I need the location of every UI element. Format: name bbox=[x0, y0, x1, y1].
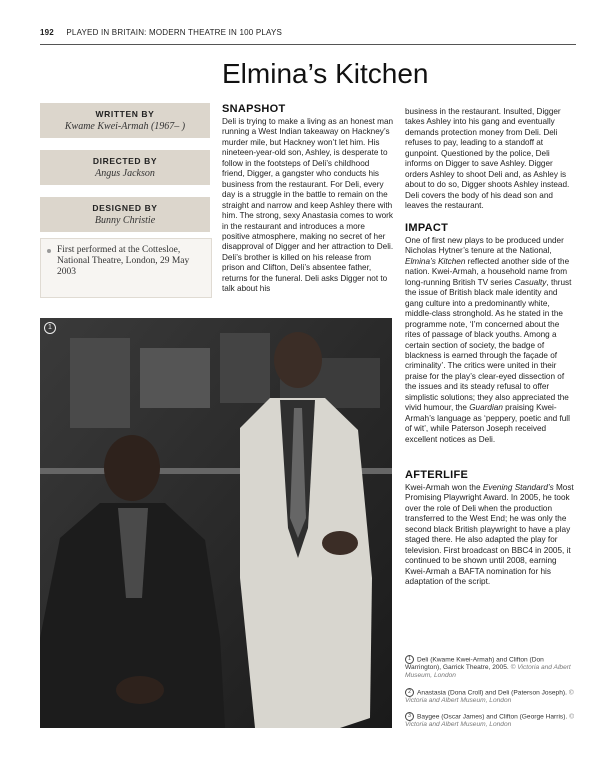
caption-text: Anastasia (Dona Croll) and Deli (Paterson Joseph). bbox=[417, 689, 567, 697]
afterlife-text bbox=[405, 483, 577, 588]
impact-p4: praising Kwei-Armah’s language as ‘peppery, poetic and full of wit’, while Paterson Joseph received excellent notices as Deli. bbox=[405, 403, 570, 444]
bullet-icon bbox=[47, 249, 51, 253]
snapshot-text-1: Deli is trying to make a living as an honest man running a West Indian takeaway on Hackney’s murder mile, but Hackney won’t let him. His nineteen-year-old son, Ashley, is desperate to follow in the footsteps of Deli’s childhood friend, Digger, a gangster who conducts his business from the restaurant. For Deli, every day is a struggle in the battle to remain on the straight and narrow and keep Ashley there with him. The strong, sexy Anastasia comes to work in the restaurant and introduces a more positive atmosphere, making no secret of her disapproval of Digger and her attraction to Deli. Deli’s brother is killed on his release from prison and Clifton, Deli’s absentee father, returns for the funeral. Deli asks Digger not to talk about his bbox=[222, 117, 394, 294]
impact-text bbox=[405, 236, 577, 445]
caption-credit: © Victoria and Albert Museum, London bbox=[405, 689, 574, 705]
impact-play-title: Elmina’s Kitchen bbox=[405, 256, 466, 266]
afterlife-heading: AFTERLIFE bbox=[405, 469, 469, 481]
first-performed-box bbox=[40, 238, 212, 298]
snapshot-text-2: business in the restaurant. Insulted, Digger takes Ashley into his gang and eventually demands protection money from Deli. Deli refuses to pay, leading to a standoff at gunpoint. Questioned by the police, Deli informs on Digger to save Ashley. Digger orders Ashley to shoot Deli and, as Ashley is about to do so, Digger shoots Ashley instead. Deli covers the body of his dead son and leaves the restaurant. bbox=[405, 107, 570, 211]
impact-heading: IMPACT bbox=[405, 222, 449, 234]
caption-text: Baygee (Oscar James) and Clifton (George Harris). bbox=[417, 713, 568, 721]
impact-p3: , thrust the issue of British black male identity and gang culture into a predominantly white, middle-class stronghold. As he stated in the programme note, ‘I’m concerned about the rites of passage of black youths. Among a certain section of society, the badge of blackness is earned through the façade of criminality’. The critics were united in their praise for the play’s clear-eyed dissection of the issues and its steady refusal to offer simplistic solutions; they also appreciated the vivid humour, the bbox=[405, 277, 572, 413]
page-number: 192 bbox=[40, 28, 54, 37]
snapshot-heading: SNAPSHOT bbox=[222, 103, 286, 115]
afterlife-p2: Most Promising Playwright Award. In 2005, he took over the role of Deli when the production transferred to the West End; he was only the second black British playwright to have a play staged there. He also adapted the play for television. First broadcast on BBC4 in 2005, it continued to be shown until 2008, earning Kwei-Armah a BAFTA nomination for his adaptation of the script. bbox=[405, 483, 574, 587]
impact-p2: reflected another side of the nation. Kwei-Armah, a household name from long-running British TV series bbox=[405, 256, 570, 287]
impact-p1: One of first new plays to be produced under Nicholas Hytner’s tenure at the National, bbox=[405, 236, 564, 256]
caption-number: 3 bbox=[405, 712, 414, 721]
credit-value: Bunny Christie bbox=[94, 215, 156, 226]
production-photo bbox=[40, 318, 392, 728]
running-head bbox=[40, 28, 282, 37]
first-performed-text: First performed at the Cottesloe, National Theatre, London, 29 May 2003 bbox=[57, 245, 190, 277]
running-head-text: PLAYED IN BRITAIN: MODERN THEATRE IN 100 PLAYS bbox=[66, 28, 283, 37]
caption-3 bbox=[405, 712, 577, 729]
credit-label: DIRECTED BY bbox=[92, 156, 158, 166]
production-photo-image bbox=[40, 318, 392, 728]
caption-credit: © Victoria and Albert Museum, London bbox=[405, 664, 571, 680]
credit-label: DESIGNED BY bbox=[92, 203, 158, 213]
impact-paper-title: Guardian bbox=[469, 403, 503, 413]
caption-number: 1 bbox=[405, 655, 414, 664]
caption-number: 2 bbox=[405, 688, 414, 697]
snapshot-col-2 bbox=[405, 107, 577, 212]
page-title: Elmina’s Kitchen bbox=[222, 58, 429, 89]
photo-number-badge: 1 bbox=[44, 322, 56, 334]
caption-1 bbox=[405, 655, 577, 680]
credit-value: Kwame Kwei-Armah (1967– ) bbox=[64, 121, 186, 132]
afterlife-p1: Kwei-Armah won the bbox=[405, 483, 481, 492]
credit-designed-by bbox=[40, 197, 210, 232]
credit-value: Angus Jackson bbox=[95, 168, 155, 179]
afterlife-award: Evening Standard’s bbox=[482, 483, 554, 492]
caption-credit: © Victoria and Albert Museum, London bbox=[405, 713, 574, 729]
credit-label: WRITTEN BY bbox=[95, 109, 155, 119]
caption-text: Deli (Kwame Kwei-Armah) and Clifton (Don Warrington), Garrick Theatre, 2005. bbox=[405, 656, 544, 672]
header-rule bbox=[40, 44, 576, 45]
impact-tv-title: Casualty bbox=[514, 277, 547, 287]
snapshot-col-1 bbox=[222, 117, 394, 295]
credit-directed-by bbox=[40, 150, 210, 185]
credit-written-by bbox=[40, 103, 210, 138]
caption-2 bbox=[405, 688, 577, 705]
